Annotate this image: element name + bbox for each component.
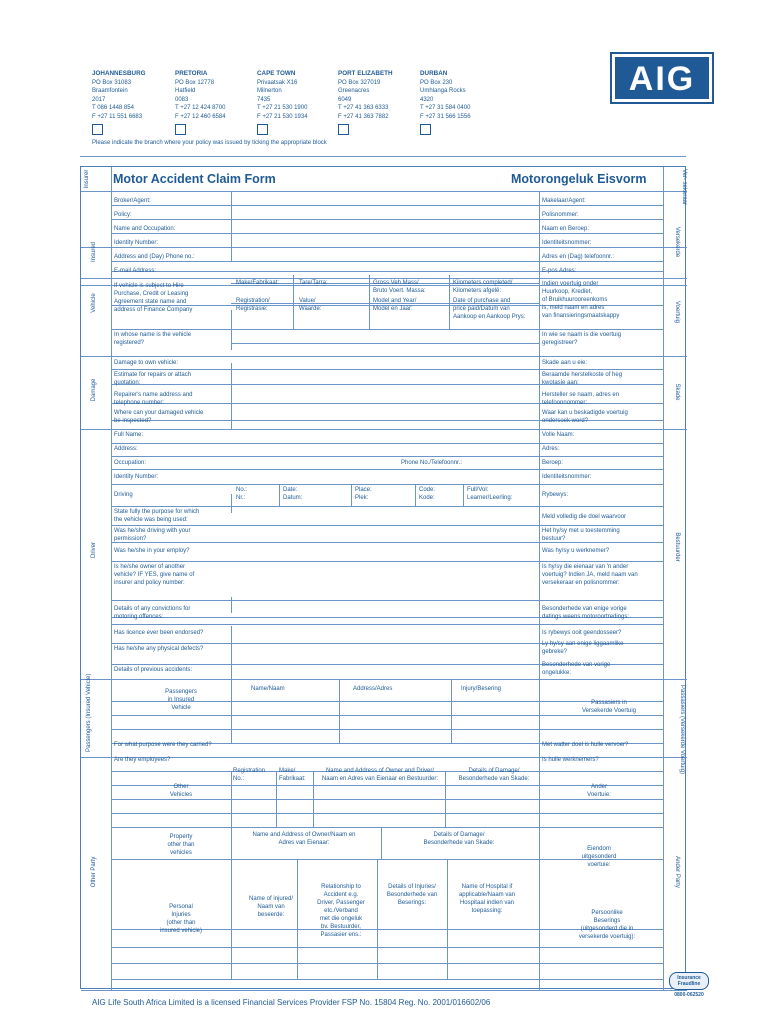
rule bbox=[81, 990, 687, 991]
footer-text: AIG Life South Africa Limited is a licensed Financial Services Provider FSP No. 15804 Reg. No. 2001/016602/06 bbox=[92, 998, 491, 1007]
convictions-af-label: Besonderhede van enige vorige datings weens motoroortredings: bbox=[542, 606, 630, 620]
rule bbox=[81, 191, 687, 192]
branch-line: F +27 11 551 6683 bbox=[92, 113, 143, 120]
rule bbox=[111, 167, 112, 990]
relationship-header: Relationship to Accident e.g. Driver, Passenger etc./Verband met die ongeluk bv. Bestuurder, Passasier ens.: bbox=[317, 884, 365, 938]
section-passengers-af: Passasiers (Versekerde Voertuig) bbox=[679, 685, 685, 775]
section-damage-af: Skade bbox=[674, 383, 680, 401]
passenger-injury-header: Injury/Besering bbox=[461, 686, 502, 692]
fullname-label: Full Name: bbox=[114, 432, 144, 438]
policy-af-label: Polisnommer: bbox=[542, 212, 579, 218]
branch-checkbox-0[interactable] bbox=[92, 124, 103, 135]
licence-type-label: Full/Vol: Learner/Leerling: bbox=[467, 487, 513, 501]
branch-line: 4320 bbox=[420, 96, 434, 103]
branch-1 bbox=[175, 70, 255, 121]
whose-label: In whose name is the vehicle registered? bbox=[114, 332, 192, 346]
divider bbox=[80, 156, 686, 157]
permission-field[interactable] bbox=[231, 526, 539, 542]
branch-line: Hatfield bbox=[175, 88, 196, 94]
branch-line: PO Box 327019 bbox=[338, 79, 381, 86]
previous-accidents-label: Details of previous accidents: bbox=[114, 667, 193, 673]
email-label: E-mail Address: bbox=[114, 268, 157, 274]
address-label: Address and (Day) Phone no.: bbox=[114, 254, 195, 260]
broker-field[interactable] bbox=[231, 193, 539, 205]
rule bbox=[279, 484, 280, 506]
branch-line: F +27 41 363 7882 bbox=[338, 113, 389, 120]
branch-0 bbox=[92, 70, 172, 121]
driving-label: Driving bbox=[114, 492, 133, 498]
endorsed-label: Has licence ever been endorsed? bbox=[114, 630, 204, 636]
rule bbox=[111, 233, 663, 234]
rule bbox=[351, 484, 352, 506]
defects-field[interactable] bbox=[231, 644, 539, 664]
branch-line: PO Box 31083 bbox=[92, 79, 132, 86]
registration-label: Registration/ Registrasie: bbox=[236, 298, 270, 312]
other-vehicle-label: Is he/she owner of another vehicle? IF YES, give name of insurer and policy number: bbox=[114, 564, 195, 586]
branch-line: T +27 21 530 1900 bbox=[257, 105, 308, 111]
rule bbox=[111, 947, 663, 948]
injury-details-header: Details of Injuries/ Besonderhede van Beserings: bbox=[386, 884, 438, 906]
branch-checkbox-2[interactable] bbox=[257, 124, 268, 135]
fullname-af-label: Volle Naam: bbox=[542, 432, 575, 438]
endorsed-af-label: Is rybewys ooit geendosseer? bbox=[542, 630, 622, 636]
inspect-label: Where can your damaged vehicle be inspected? bbox=[114, 410, 204, 424]
identity-af-label: Identiteitsnommer: bbox=[542, 240, 592, 246]
personal-injuries-af-label: Persoonlike Beserings (uitgesonderd die in versekerde voertuig): bbox=[578, 910, 636, 940]
hospital-header: Name of Hospital if applicable/Naam van Hospitaal indien van toepassing: bbox=[458, 884, 516, 914]
section-insured: Insured bbox=[91, 242, 97, 263]
section-vehicle-af: Voertuig bbox=[674, 300, 680, 324]
branch-line: 0083 bbox=[175, 96, 189, 103]
branch-4 bbox=[420, 70, 500, 121]
whose-af-label: In wie se naam is die voertuig geregistreer? bbox=[542, 332, 622, 346]
branch-line: PO Box 230 bbox=[420, 79, 453, 86]
occupation-label: Occupation: bbox=[114, 460, 147, 466]
section-vehicle: Vehicle bbox=[91, 293, 97, 313]
branch-line: Privaatsak X16 bbox=[257, 79, 298, 86]
damage-field[interactable] bbox=[231, 357, 539, 369]
branch-line: PO Box 12778 bbox=[175, 79, 215, 86]
passengers-label: Passengers in Insured Vehicle bbox=[165, 689, 197, 711]
employ-label: Was he/she in your employ? bbox=[114, 548, 190, 554]
driving-af-label: Rybewys: bbox=[542, 492, 569, 498]
previous-accidents-field[interactable] bbox=[231, 665, 539, 679]
purchase-label: Date of purchase and price paid/Datum van Aankoop en Aankoop Prys: bbox=[453, 298, 526, 320]
rule bbox=[231, 827, 232, 859]
branch-checkbox-1[interactable] bbox=[175, 124, 186, 135]
passengers-af-label: Passasiers in Versekerde Voertuig bbox=[581, 700, 637, 714]
identity-label: Identity Number: bbox=[114, 240, 159, 246]
rule bbox=[377, 859, 378, 979]
rule bbox=[231, 859, 232, 979]
rule bbox=[297, 859, 298, 979]
injured-name-header: Name of injured/ Naam van beseerde: bbox=[248, 896, 294, 918]
property-damage-header: Details of Damage/ Besonderhede van Skade: bbox=[423, 832, 495, 846]
rule bbox=[111, 205, 663, 206]
section-other-party-af: Ander Party bbox=[674, 856, 680, 888]
fraudline-badge: Insurance Fraudline 0800-062520 bbox=[669, 972, 709, 1006]
rule bbox=[111, 813, 663, 814]
branch-3 bbox=[338, 70, 418, 121]
section-passengers: Passengers (Insured Vehicle) bbox=[86, 673, 92, 752]
previous-accidents-af-label: Besonderhede van vorige ongelukke: bbox=[542, 662, 611, 676]
make-header: Make/ Fabrikaat: bbox=[279, 768, 306, 782]
rule bbox=[81, 679, 687, 680]
rule bbox=[451, 679, 452, 743]
branch-name: JOHANNESBURG bbox=[92, 70, 146, 77]
rule bbox=[293, 275, 294, 329]
rule bbox=[111, 729, 663, 730]
make-label: Make/Fabrikaat: bbox=[236, 280, 280, 286]
rule bbox=[539, 191, 540, 990]
rule bbox=[463, 484, 464, 506]
rule bbox=[231, 771, 232, 827]
damage-label: Damage to own vehicle: bbox=[114, 360, 179, 366]
personal-injuries-label: Personal Injuries (other than insured vehicle) bbox=[159, 904, 203, 934]
name-occupation-field[interactable] bbox=[231, 221, 539, 233]
gross-label: Gross Veh Mass/ Bruto Voert. Massa: bbox=[373, 280, 426, 294]
rule bbox=[111, 827, 663, 828]
branch-name: PRETORIA bbox=[175, 70, 208, 77]
branch-line: Greenacres bbox=[338, 88, 370, 94]
driver-address-field[interactable] bbox=[231, 444, 539, 456]
property-af-label: Eiendom uitgesonderd voertuie: bbox=[581, 846, 617, 868]
claim-form bbox=[80, 166, 686, 989]
rule bbox=[447, 859, 448, 979]
rule bbox=[276, 771, 277, 827]
section-driver-af: Bestuurder bbox=[674, 532, 680, 562]
estimate-field[interactable] bbox=[231, 370, 539, 384]
endorsed-field[interactable] bbox=[231, 625, 539, 643]
rule bbox=[111, 261, 663, 262]
section-insured-af: Versekerde bbox=[674, 226, 680, 258]
inspect-field[interactable] bbox=[231, 404, 539, 420]
whose-field[interactable] bbox=[231, 331, 539, 356]
estimate-af-label: Beraamde herstelkoste of heg kwotasie aan: bbox=[542, 372, 623, 386]
rule bbox=[111, 715, 663, 716]
driver-id-field[interactable] bbox=[231, 470, 539, 484]
email-field[interactable] bbox=[231, 263, 539, 273]
convictions-label: Details of any convictions for motoring offences: bbox=[114, 606, 191, 620]
km-label: Kilometers completed/ Kilometers afgelê: bbox=[453, 280, 513, 294]
branch-line: T +27 31 584 0400 bbox=[420, 105, 471, 111]
driver-address-af-label: Adres: bbox=[542, 446, 560, 452]
convictions-field[interactable] bbox=[231, 601, 539, 617]
other-vehicle-field[interactable] bbox=[231, 562, 539, 600]
damage-details-header: Details of Damage/ Besonderhede van Skade: bbox=[458, 768, 530, 782]
rule bbox=[111, 963, 663, 964]
pass-purpose-field[interactable] bbox=[231, 743, 539, 757]
tare-label: Tare/Tarra: bbox=[299, 280, 328, 286]
vehicle-lease-label: If vehicle is subject to Hire Purchase, Credit or Leasing Agreement state name and address of Finance Company bbox=[114, 283, 193, 313]
employ-field[interactable] bbox=[231, 543, 539, 561]
property-label: Property other than vehicles bbox=[167, 834, 195, 856]
section-driver: Driver bbox=[91, 542, 97, 558]
rule bbox=[111, 484, 663, 485]
defects-label: Has he/she any physical defects? bbox=[114, 646, 204, 652]
rule bbox=[415, 484, 416, 506]
branch-2 bbox=[257, 70, 337, 121]
rule bbox=[381, 827, 382, 859]
branch-line: 2017 bbox=[92, 96, 106, 103]
branch-line: Milnerton bbox=[257, 88, 282, 94]
vehicle-lease-af-label: Indien voertuig onder Huurkoop, Krediet, of Bruikhuurooreenkoms is, meld naam en adres van finansieringsmaatskappy bbox=[542, 281, 620, 319]
repairer-af-label: Hersteller se naam, adres en telefoonnommer: bbox=[542, 392, 620, 406]
licence-place-label: Place: Plek: bbox=[355, 487, 372, 501]
section-insurer-af: Ver- sekeraar bbox=[681, 169, 687, 206]
driver-id-af-label: Identiteitsnommer: bbox=[542, 474, 592, 480]
value-label: Value/ Waarde: bbox=[299, 298, 322, 312]
rule bbox=[663, 167, 664, 990]
occupation-field[interactable] bbox=[231, 457, 539, 469]
rule bbox=[81, 247, 687, 248]
policy-field[interactable] bbox=[231, 207, 539, 219]
aig-logo: AIG bbox=[610, 52, 714, 104]
estimate-label: Estimate for repairs or attach quotation: bbox=[114, 372, 192, 386]
branch-line: F +27 31 566 1556 bbox=[420, 113, 471, 120]
driver-id-label: Identity Number: bbox=[114, 474, 159, 480]
title-af: Motorongeluk Eisvorm bbox=[511, 172, 647, 186]
branch-line: 6049 bbox=[338, 96, 352, 103]
defects-af-label: Ly hy/sy aan enige liggaamlike gebreke? bbox=[542, 641, 624, 655]
purpose-label: State fully the purpose for which the vehicle was being used: bbox=[114, 509, 200, 523]
repairer-field[interactable] bbox=[231, 385, 539, 403]
rule bbox=[111, 799, 663, 800]
other-vehicle-af-label: Is hy/sy die eienaar van 'n ander voertuig? Indien JA, meld naam van versekeraar en polisnommer: bbox=[542, 564, 638, 586]
identity-field[interactable] bbox=[231, 235, 539, 247]
rule bbox=[231, 679, 232, 743]
repairer-label: Repairer's name address and telephone number: bbox=[114, 392, 193, 406]
fullname-field[interactable] bbox=[231, 429, 539, 443]
model-label: Model and Year/ Model en Jaar: bbox=[373, 298, 417, 312]
section-other-party: Other Party bbox=[91, 856, 97, 888]
name-occ-label: Name and Occupation: bbox=[114, 226, 176, 232]
branch-name: CAPE TOWN bbox=[257, 70, 296, 77]
licence-date-label: Date: Datum: bbox=[283, 487, 303, 501]
pass-purpose-af-label: Met watter doel is hulle vervoer? bbox=[542, 742, 629, 748]
branch-name: PORT ELIZABETH bbox=[338, 70, 393, 77]
driver-address-label: Address: bbox=[114, 446, 138, 452]
branch-note: Please indicate the branch where your policy was issued by ticking the appropriate block bbox=[92, 140, 327, 146]
licence-code-label: Code: Kode: bbox=[419, 487, 436, 501]
rule bbox=[449, 275, 450, 329]
employees-af-label: Is hulle werknemers? bbox=[542, 757, 599, 763]
occupation-af-label: Beroep: bbox=[542, 460, 564, 466]
inspect-af-label: Waar kan u beskadigde voertuig ondersoek word? bbox=[542, 410, 628, 424]
rule bbox=[445, 771, 446, 827]
reg-no-header: Registration No.: bbox=[233, 768, 266, 782]
employ-af-label: Was hy/sy u werknemer? bbox=[542, 548, 610, 554]
branch-line: T +27 41 363 6333 bbox=[338, 105, 389, 111]
rule bbox=[339, 679, 340, 743]
branch-line: T 086 1448 854 bbox=[92, 105, 134, 111]
branch-line: 7435 bbox=[257, 96, 271, 103]
rule bbox=[231, 329, 539, 330]
branch-line: F +27 21 530 1934 bbox=[257, 113, 308, 120]
address-af-label: Adres en (Dag) telefoonnr.: bbox=[542, 254, 615, 260]
branch-line: F +27 12 460 6584 bbox=[175, 113, 226, 120]
owner-driver-header: Name and Address of Owner and Driver/ Naam en Adres van Eienaar en Bestuurder: bbox=[321, 768, 439, 782]
employees-label: Are they employees? bbox=[114, 757, 171, 763]
branch-checkbox-3[interactable] bbox=[338, 124, 349, 135]
rule bbox=[313, 771, 314, 827]
policy-label: Policy: bbox=[114, 212, 132, 218]
title-en: Motor Accident Claim Form bbox=[113, 172, 276, 186]
branch-line: T +27 12 424 8700 bbox=[175, 105, 226, 111]
broker-af-label: Makelaar/Agent: bbox=[542, 198, 586, 204]
passenger-address-header: Address/Adres bbox=[353, 686, 393, 692]
passenger-name-header: Name/Naam bbox=[251, 686, 285, 692]
rule bbox=[111, 979, 663, 980]
email-af-label: E-pos Adres: bbox=[542, 268, 577, 274]
other-vehicles-label: Other Vehicles bbox=[169, 784, 193, 798]
broker-label: Broker/Agent: bbox=[114, 198, 151, 204]
other-vehicles-af-label: Ander Voertuie: bbox=[587, 784, 611, 798]
damage-af-label: Skade aan u eie: bbox=[542, 360, 588, 366]
name-occ-af-label: Naam en Beroep: bbox=[542, 226, 590, 232]
branch-name: DURBAN bbox=[420, 70, 448, 77]
pass-purpose-label: For what purpose were they carried? bbox=[114, 742, 212, 748]
section-damage: Damage bbox=[91, 378, 97, 402]
branch-checkbox-4[interactable] bbox=[420, 124, 431, 135]
permission-label: Was he/she driving with your permission? bbox=[114, 528, 191, 542]
section-insurer: Insurer bbox=[84, 169, 90, 189]
phone-label: Phone No./Telefoonnr.: bbox=[401, 460, 463, 466]
rule bbox=[111, 219, 663, 220]
branch-line: Braamfontein bbox=[92, 88, 128, 94]
purpose-field[interactable] bbox=[231, 507, 539, 525]
rule bbox=[369, 275, 370, 329]
licence-no-label: No.: Nr.: bbox=[236, 487, 248, 501]
branch-line: Umhlanga Rocks bbox=[420, 88, 466, 94]
address-field[interactable] bbox=[231, 249, 539, 261]
permission-af-label: Het hy/sy met u toestemming bestuur? bbox=[542, 528, 620, 542]
purpose-af-label: Meld volledig die doel waarvoor bbox=[542, 514, 627, 520]
property-owner-header: Name and Address of Owner/Naam en Adres van Eienaar: bbox=[252, 832, 356, 846]
